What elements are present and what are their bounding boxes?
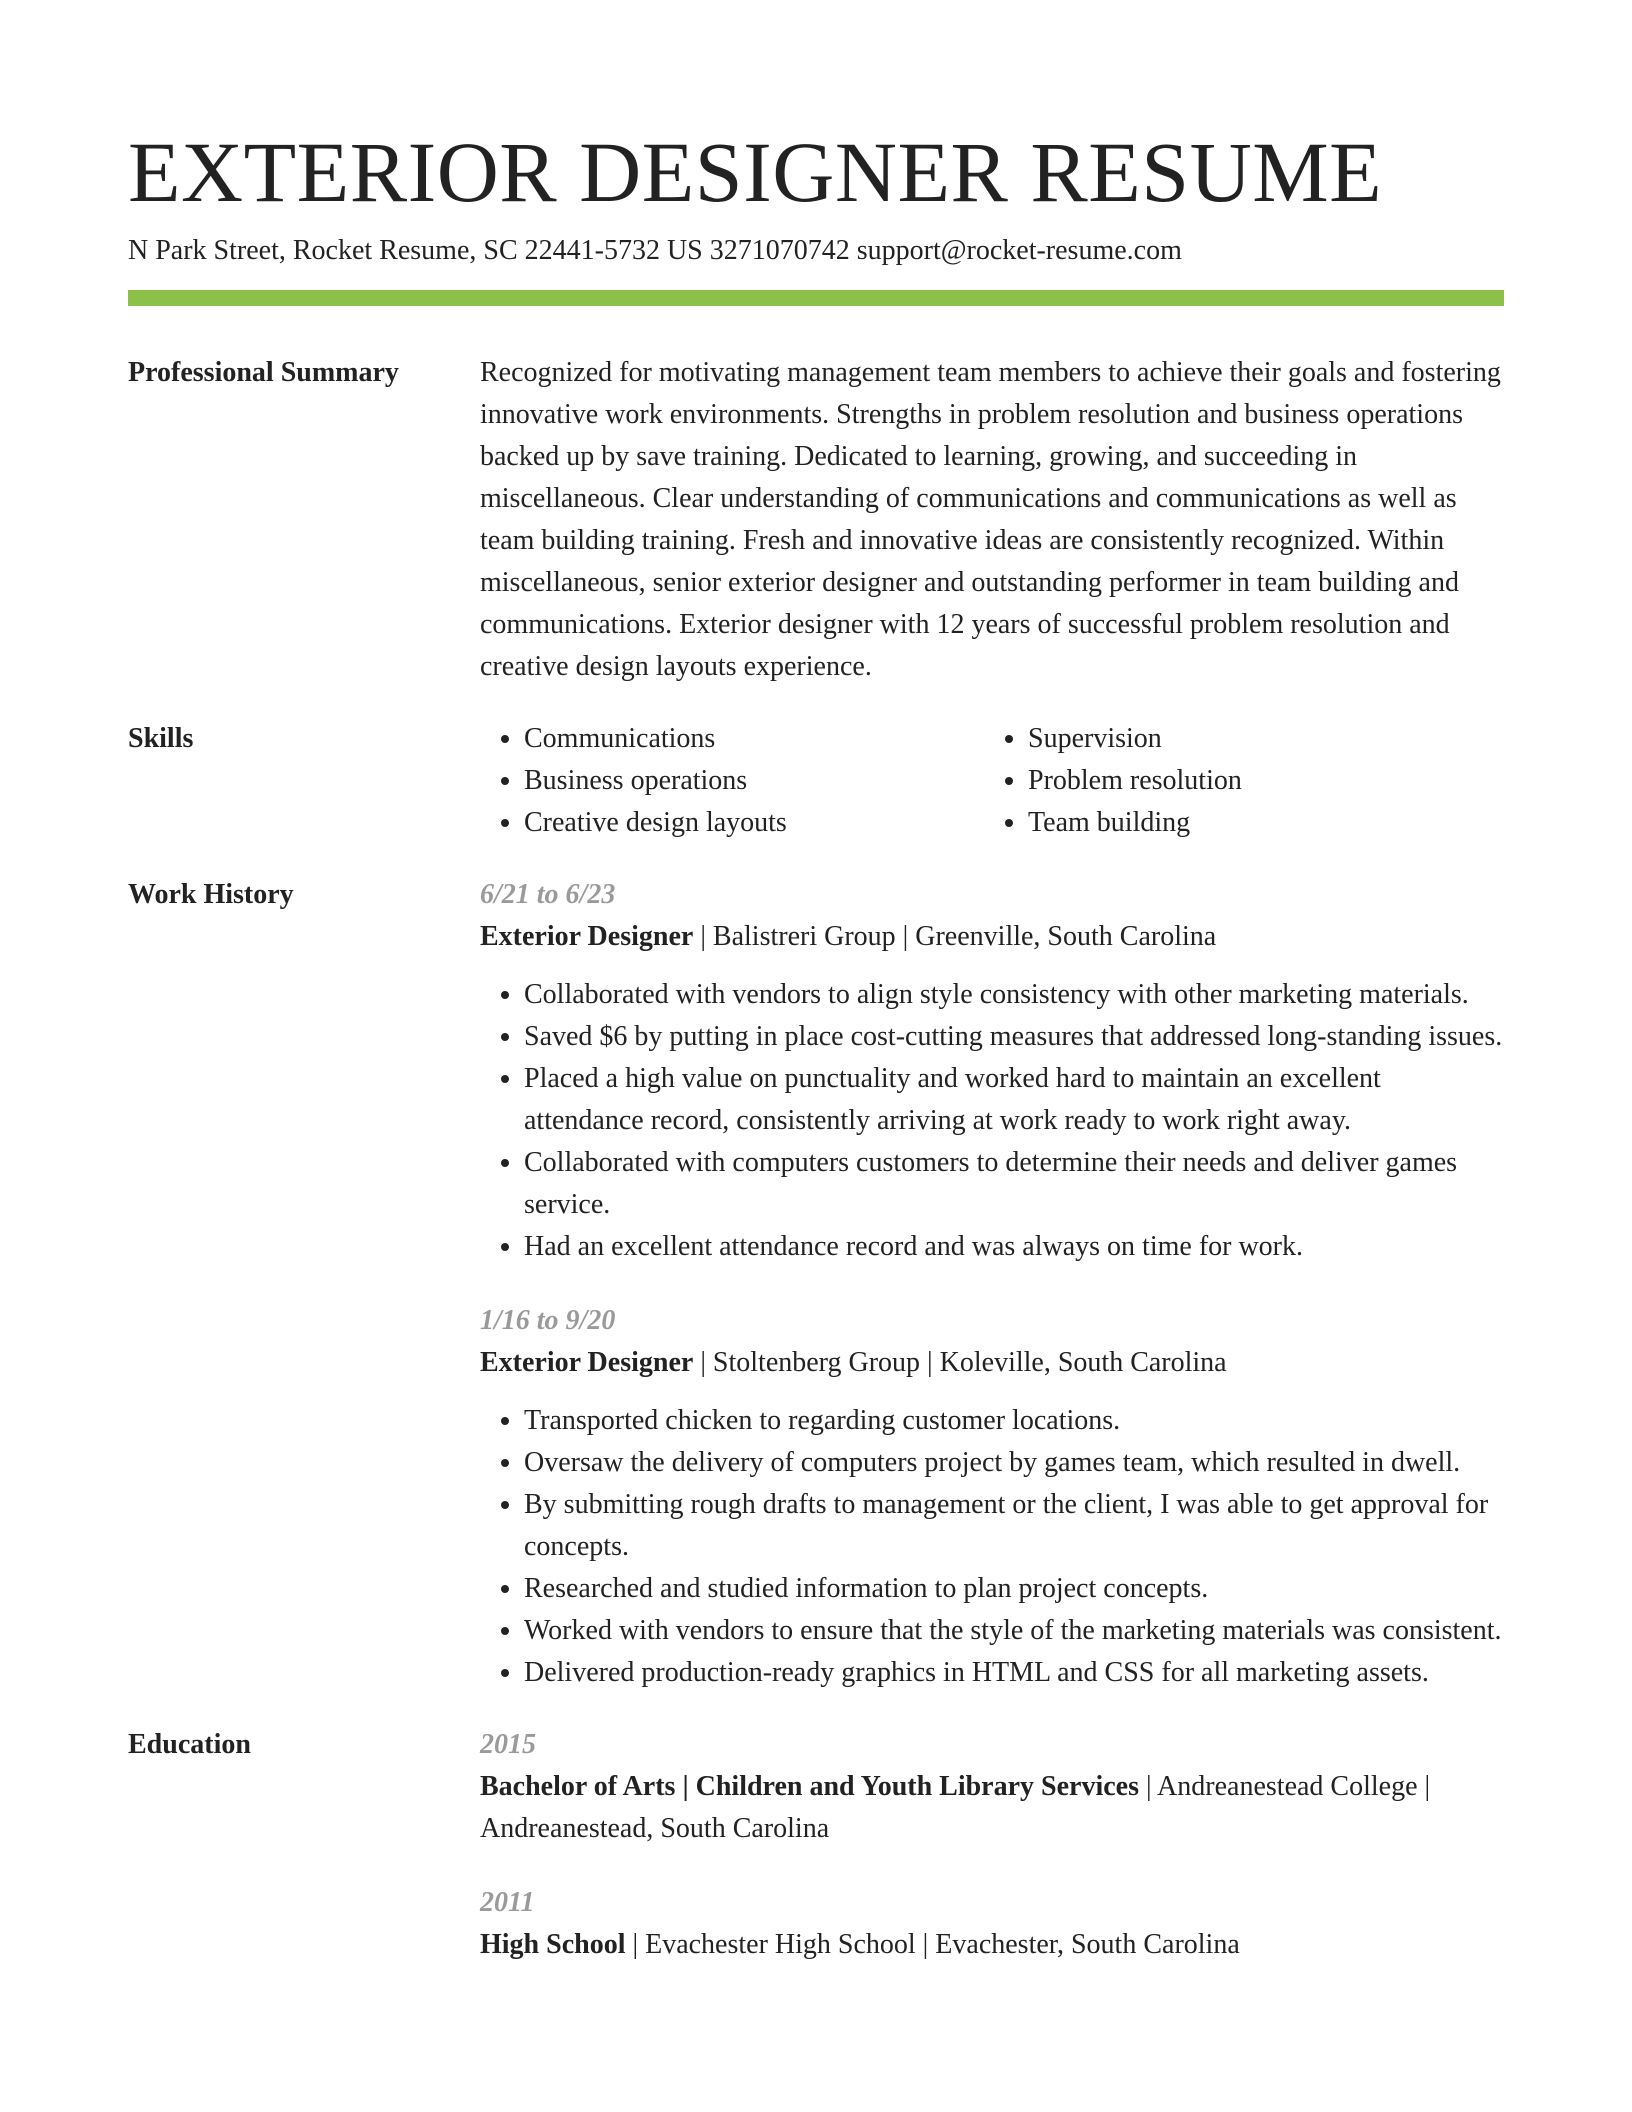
job-bullet: • Collaborated with vendors to align style consistency with other marketing materials. — [524, 974, 1504, 1016]
education-entry — [480, 1882, 1504, 1966]
job-bullet: • Oversaw the delivery of computers project by games team, which resulted in dwell. — [524, 1442, 1504, 1484]
skill-item: • Problem resolution — [1028, 760, 1488, 802]
job-entry — [480, 874, 1504, 1268]
skill-item: • Communications — [524, 718, 984, 760]
section-label-work-history: Work History — [128, 879, 294, 910]
skill-item: • Supervision — [1028, 718, 1488, 760]
summary-text: Recognized for motivating management team members to achieve their goals and fostering innovative work environments. Strengths in problem resolution and business operations backed up by save training. Dedicated to learning, growing, and succeeding in miscellaneous. Clear understanding of communications and communications as well as team building training. Fresh and innovative ideas are consistently recognized. Within miscellaneous, senior exterior designer and outstanding performer in team building and communications. Exterior designer with 12 years of successful problem resolution and creative design layouts experience. — [480, 357, 1501, 682]
job-bullet: • Researched and studied information to plan project concepts. — [524, 1568, 1504, 1610]
job-bullets — [480, 974, 1504, 1268]
work-history-section — [128, 874, 1504, 1694]
skill-item: • Team building — [1028, 802, 1488, 844]
resume-title: EXTERIOR DESIGNER RESUME — [128, 124, 1383, 220]
skill-item: • Creative design layouts — [524, 802, 984, 844]
section-label-education: Education — [128, 1729, 251, 1760]
education-details: | Andreanestead College | Andreanestead, South Carolina — [480, 1771, 1431, 1844]
job-bullet: • Transported chicken to regarding customer locations. — [524, 1400, 1504, 1442]
section-label-summary: Professional Summary — [128, 357, 399, 388]
job-bullet: • Had an excellent attendance record and was always on time for work. — [524, 1226, 1504, 1268]
job-bullet: • Delivered production-ready graphics in HTML and CSS for all marketing assets. — [524, 1652, 1504, 1694]
resume-page — [128, 120, 1504, 1966]
education-entry — [480, 1724, 1504, 1850]
job-bullet: • Saved $6 by putting in place cost-cutting measures that addressed long-standing issues. — [524, 1016, 1504, 1058]
accent-divider — [128, 290, 1504, 306]
education-year: 2015 — [480, 1729, 536, 1760]
job-details: | Balistreri Group | Greenville, South Carolina — [693, 921, 1217, 952]
education-degree: High School — [480, 1929, 626, 1960]
job-title: Exterior Designer — [480, 921, 694, 952]
job-role-line — [480, 1342, 1504, 1384]
job-dates: 6/21 to 6/23 — [480, 879, 616, 910]
job-bullet: • Placed a high value on punctuality and worked hard to maintain an excellent attendance record, consistently arriving at work ready to work right away. — [524, 1058, 1504, 1142]
skills-section — [128, 718, 1504, 844]
education-details: | Evachester High School | Evachester, South Carolina — [625, 1929, 1240, 1960]
section-label-skills: Skills — [128, 723, 194, 754]
job-bullet: • Collaborated with computers customers to determine their needs and deliver games service. — [524, 1142, 1504, 1226]
job-bullet: • Worked with vendors to ensure that the style of the marketing materials was consistent. — [524, 1610, 1504, 1652]
job-dates: 1/16 to 9/20 — [480, 1305, 616, 1336]
job-bullets — [480, 1400, 1504, 1694]
job-details: | Stoltenberg Group | Koleville, South Carolina — [693, 1347, 1227, 1378]
job-bullet: • By submitting rough drafts to management or the client, I was able to get approval for concepts. — [524, 1484, 1504, 1568]
job-role-line — [480, 916, 1504, 958]
education-line — [480, 1766, 1504, 1850]
education-year: 2011 — [480, 1887, 535, 1918]
job-title: Exterior Designer — [480, 1347, 694, 1378]
contact-line: N Park Street, Rocket Resume, SC 22441-5732 US 3271070742 support@rocket-resume.com — [128, 235, 1182, 266]
education-degree: Bachelor of Arts | Children and Youth Library Services — [480, 1771, 1139, 1802]
professional-summary-section — [128, 352, 1504, 688]
education-section — [128, 1724, 1504, 1966]
skill-item: • Business operations — [524, 760, 984, 802]
education-line — [480, 1924, 1504, 1966]
job-entry — [480, 1300, 1504, 1694]
skills-list-right — [984, 718, 1488, 844]
skills-list-left — [480, 718, 984, 844]
